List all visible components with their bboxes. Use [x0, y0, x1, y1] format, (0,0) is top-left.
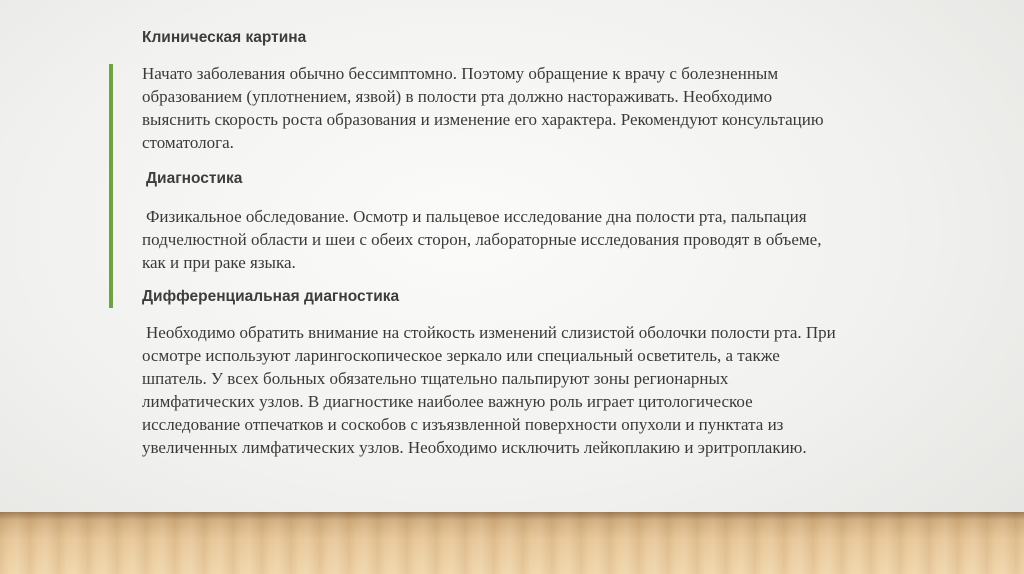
section-text-diagnostics: Физикальное обследование. Осмотр и пальцевое исследование дна полости рта, пальпация подчелюстной области и шеи с обеих сторон, лабораторные исследования проводят в объеме, как и при раке языка.: [142, 207, 822, 272]
accent-bar: [109, 64, 113, 308]
wooden-floor-decoration: [0, 512, 1024, 574]
section-text-differential-diagnostics: Необходимо обратить внимание на стойкость изменений слизистой оболочки полости рта. При осмотре используют ларингоскопическое зеркало или специальный осветитель, а также шпатель. У всех больных обязательно тщательно пальпируют зоны регионарных лимфатических узлов. В диагностике наиболее важную роль играет цитологическое исследование отпечатков и соскобов с изъязвленной поверхности опухоли и пунктата из увеличенных лимфатических узлов. Необходимо исключить лейкоплакию и эритроплакию.: [142, 323, 836, 457]
section-text-clinical-picture: Начато заболевания обычно бессимптомно. Поэтому обращение к врачу с болезненным образованием (уплотнением, язвой) в полости рта должно настораживать. Необходимо выяснить скорость роста образования и изменение его характера. Рекомендуют консультацию стоматолога.: [142, 64, 824, 152]
section-heading-diagnostics: Диагностика: [146, 170, 243, 187]
section-heading-clinical-picture: Клиническая картина: [142, 29, 307, 46]
section-heading-differential-diagnostics: Дифференциальная диагностика: [142, 288, 400, 305]
